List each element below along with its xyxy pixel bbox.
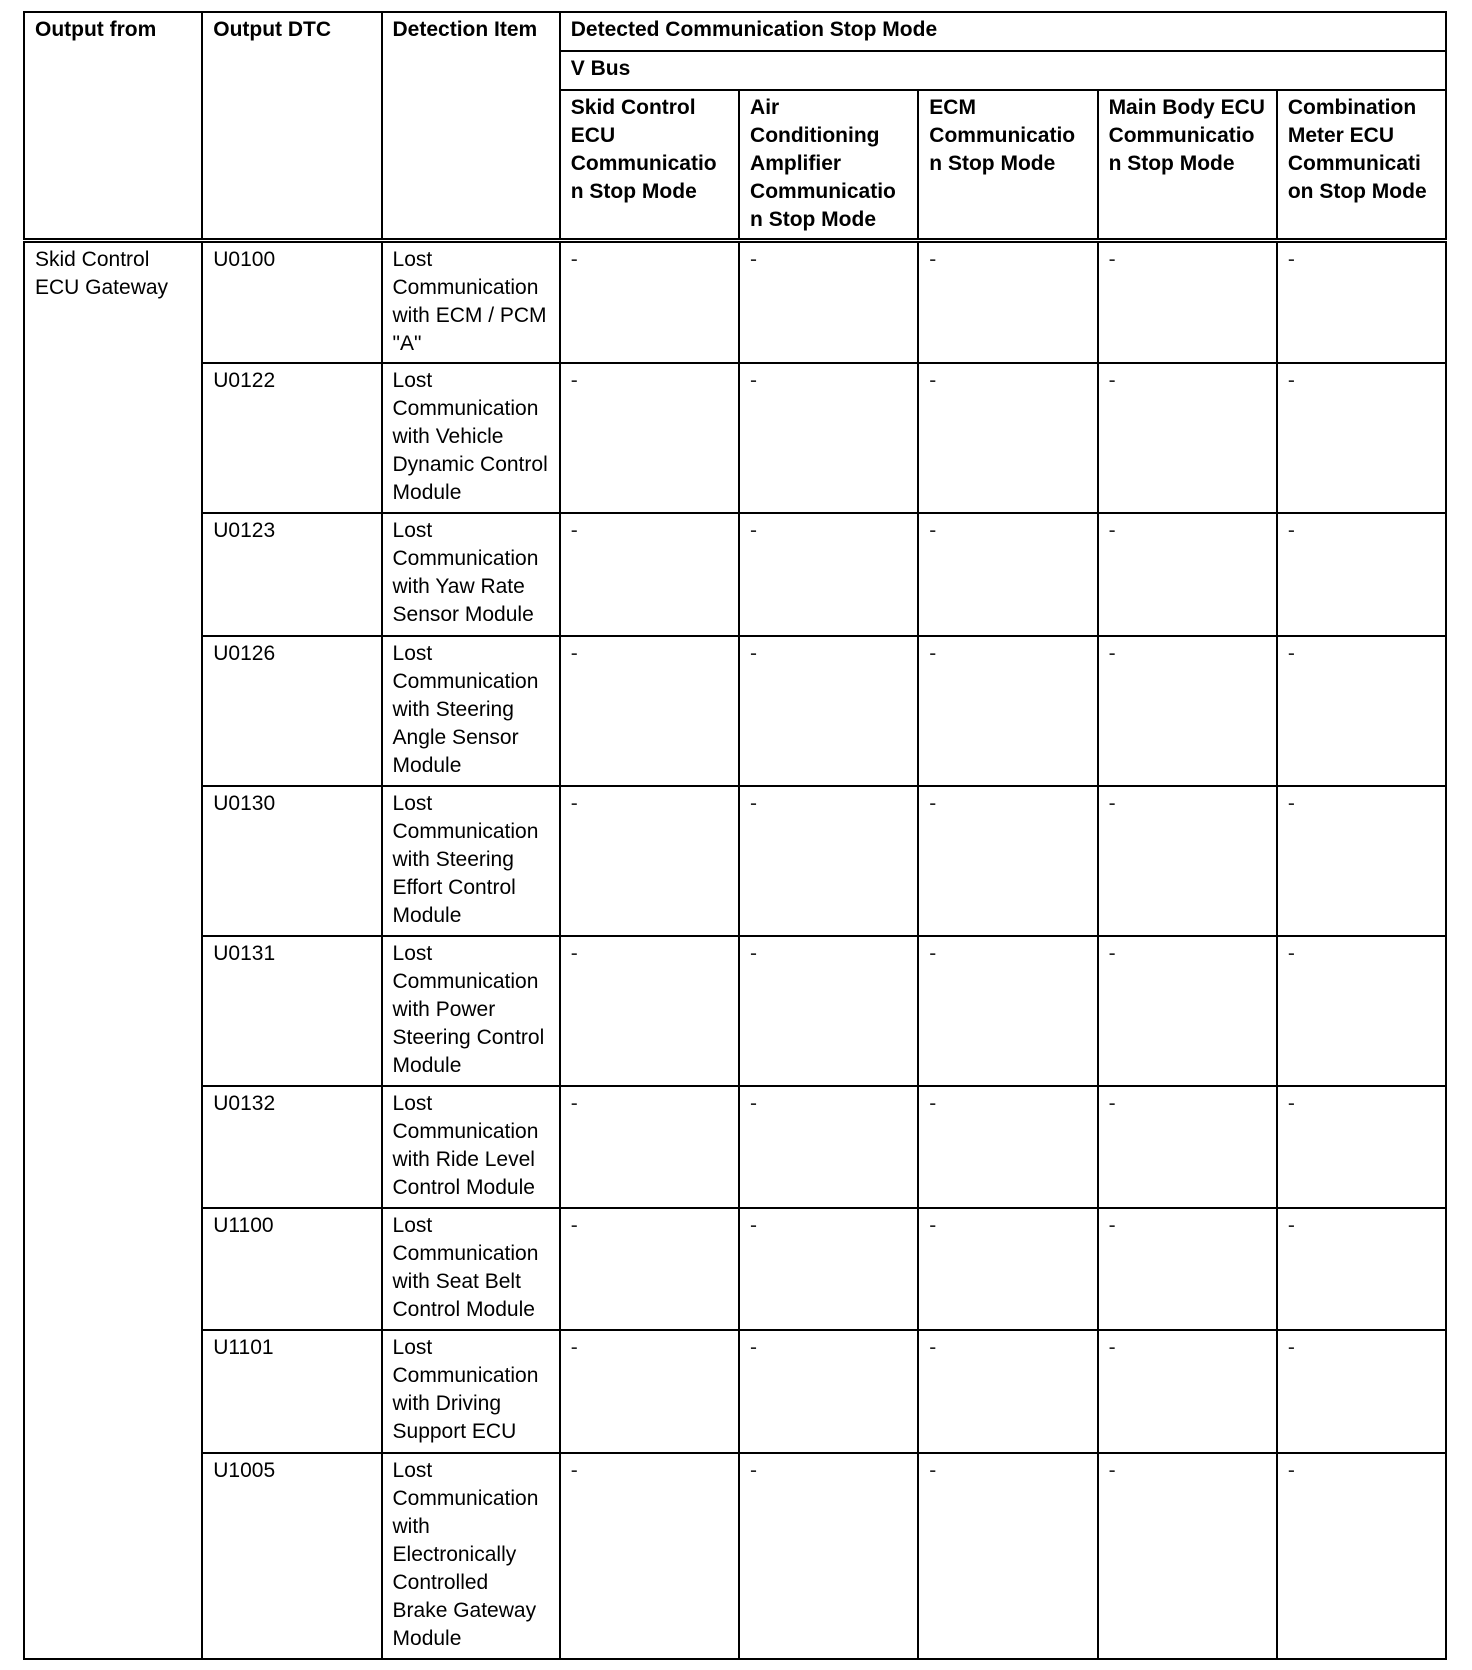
dtc-code: U1005 [202,1453,381,1659]
mode-value: - [560,1330,739,1453]
mode-value: - [560,636,739,786]
detection-item: Lost Communication with Steering Effort Control Module [382,786,560,936]
mode-value: - [560,363,739,513]
table-row [24,936,1446,1086]
dtc-code: U0126 [202,636,381,786]
mode-value: - [918,363,1097,513]
mode-value: - [739,1330,918,1453]
detection-item: Lost Communication with Yaw Rate Sensor Module [382,513,560,636]
output-from-cell: Skid Control ECU Gateway [24,241,202,1660]
mode-value: - [1098,363,1277,513]
table-row [24,363,1446,513]
mode-value: - [918,1330,1097,1453]
mode-value: - [739,1453,918,1659]
table-row [24,1453,1446,1659]
mode-value: - [560,786,739,936]
mode-value: - [918,786,1097,936]
mode-value: - [1277,936,1446,1086]
mode-value: - [1277,241,1446,364]
mode-value: - [560,513,739,636]
header-mode-ecm: ECM Communicatio n Stop Mode [918,90,1097,241]
mode-value: - [918,636,1097,786]
mode-value: - [1098,1330,1277,1453]
mode-value: - [918,513,1097,636]
mode-value: - [739,936,918,1086]
detection-item: Lost Communication with Seat Belt Control Module [382,1208,560,1330]
header-mode-main-body: Main Body ECU Communicatio n Stop Mode [1098,90,1277,241]
header-output-dtc: Output DTC [202,12,381,241]
mode-value: - [1098,1086,1277,1208]
mode-value: - [1277,513,1446,636]
dtc-code: U0131 [202,936,381,1086]
mode-value: - [1277,636,1446,786]
header-output-from: Output from [24,12,202,241]
mode-value: - [1277,1330,1446,1453]
detection-item: Lost Communication with ECM / PCM "A" [382,241,560,364]
mode-value: - [1277,363,1446,513]
mode-value: - [560,936,739,1086]
mode-value: - [560,1208,739,1330]
mode-value: - [560,241,739,364]
mode-value: - [918,1453,1097,1659]
mode-value: - [560,1086,739,1208]
mode-value: - [739,363,918,513]
table-row [24,1086,1446,1208]
mode-value: - [1277,1453,1446,1659]
mode-value: - [1098,636,1277,786]
mode-value: - [739,636,918,786]
detection-item: Lost Communication with Driving Support ECU [382,1330,560,1453]
mode-value: - [560,1453,739,1659]
mode-value: - [1098,241,1277,364]
mode-value: - [918,1086,1097,1208]
mode-value: - [1277,786,1446,936]
detection-item: Lost Communication with Vehicle Dynamic Control Module [382,363,560,513]
table-row [24,636,1446,786]
detection-item: Lost Communication with Electronically Controlled Brake Gateway Module [382,1453,560,1659]
mode-value: - [739,513,918,636]
header-detected-mode: Detected Communication Stop Mode [560,12,1446,51]
mode-value: - [1098,936,1277,1086]
mode-value: - [918,1208,1097,1330]
dtc-code: U0122 [202,363,381,513]
mode-value: - [1277,1208,1446,1330]
detection-item: Lost Communication with Steering Angle Sensor Module [382,636,560,786]
dtc-code: U1100 [202,1208,381,1330]
header-mode-skid: Skid Control ECU Communicatio n Stop Mode [560,90,739,241]
table-row [24,1208,1446,1330]
dtc-code: U0100 [202,241,381,364]
header-bus: V Bus [560,51,1446,90]
table-row [24,513,1446,636]
mode-value: - [1098,513,1277,636]
mode-value: - [1098,1453,1277,1659]
mode-value: - [918,936,1097,1086]
dtc-code: U1101 [202,1330,381,1453]
dtc-code: U0132 [202,1086,381,1208]
mode-value: - [739,1208,918,1330]
header-mode-combination-meter: Combination Meter ECU Communicati on Stop Mode [1277,90,1446,241]
mode-value: - [1277,1086,1446,1208]
table-row [24,241,1446,364]
dtc-code: U0130 [202,786,381,936]
mode-value: - [739,1086,918,1208]
detection-item: Lost Communication with Power Steering Control Module [382,936,560,1086]
dtc-code: U0123 [202,513,381,636]
mode-value: - [1098,786,1277,936]
mode-value: - [739,786,918,936]
header-detection-item: Detection Item [382,12,560,241]
mode-value: - [739,241,918,364]
table-row [24,1330,1446,1453]
mode-value: - [1098,1208,1277,1330]
detection-item: Lost Communication with Ride Level Control Module [382,1086,560,1208]
header-mode-aircon: Air Conditioning Amplifier Communicatio n Stop Mode [739,90,918,241]
table-row [24,786,1446,936]
mode-value: - [918,241,1097,364]
dtc-table [23,11,1447,1660]
